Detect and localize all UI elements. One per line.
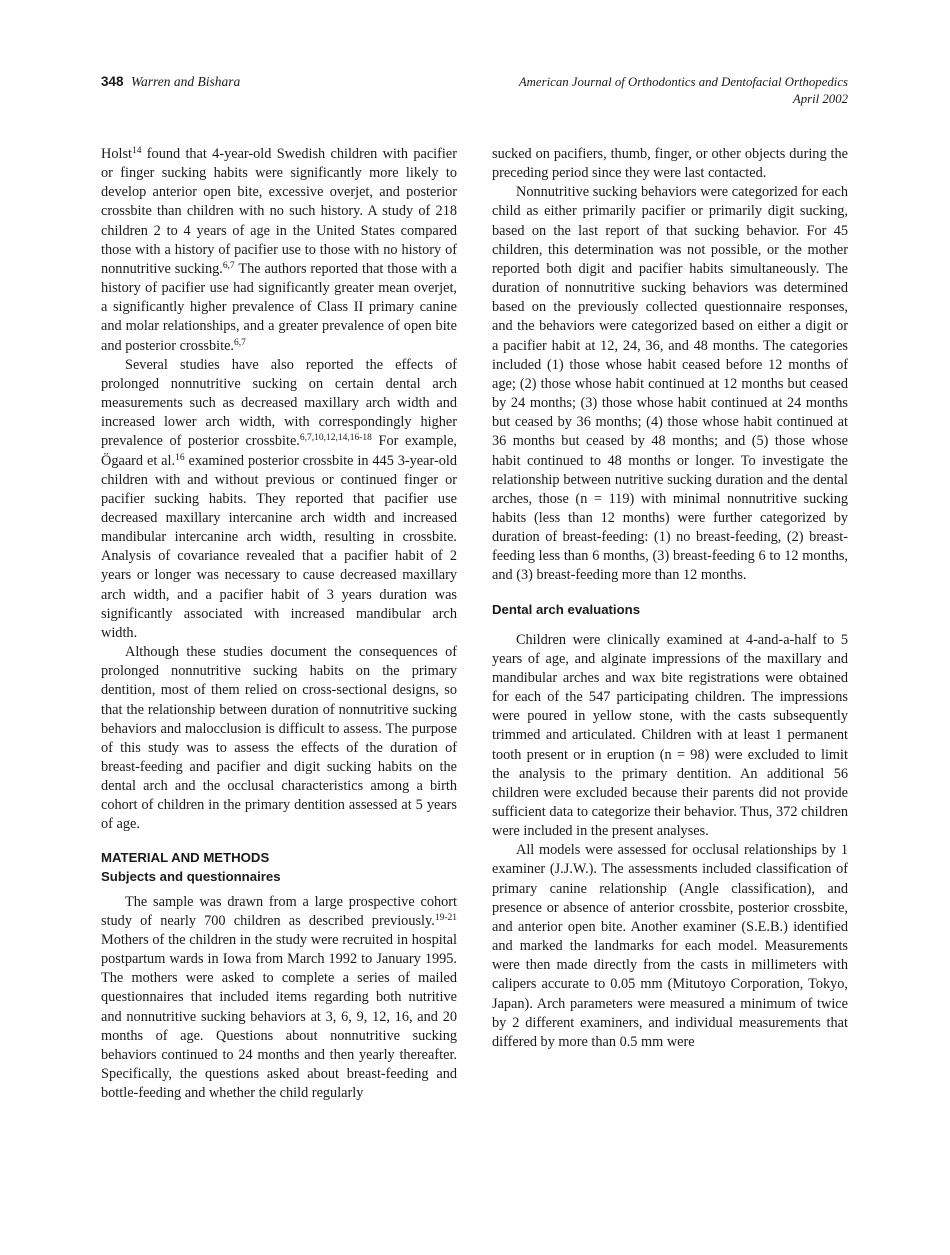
left-column <box>101 145 457 1103</box>
text-run: For example, Ögaard et al. <box>101 433 457 469</box>
citation: 6,7 <box>234 337 246 348</box>
citation: 19-21 <box>434 912 457 923</box>
subsection-heading: Subjects and questionnaires <box>101 868 281 884</box>
text-run: Mothers of the children in the study were recruited in hospital postpartum wards in Iowa from March 1992 to January 1995. The mothers were asked to complete a series of mailed questionnaires that included items regarding both nutritive and nonnutritive sucking behaviors at 3, 6, 9, 12, 16, and 20 months of age. Questions about nonnutritive sucking behaviors continued to 24 months and then yearly thereafter. Specifically, the questions asked about breast-feeding and bottle-feeding and whether the child regularly <box>101 931 457 1102</box>
issue-date: April 2002 <box>792 91 848 106</box>
paragraph <box>101 893 457 1104</box>
paragraph: Children were clinically examined at 4-and-a-half to 5 years of age, and alginate impressions of the maxillary and mandibular arches and wax bite registrations were obtained for each of the 547 participating children. The impressions were poured in yellow stone, with the casts subsequently trimmed and articulated. Children with at least 1 permanent tooth present or in eruption (n = 98) were excluded to limit the analysis to the primary dentition. An additional 56 children were excluded because their parents did not provide sufficient data to categorize their behavior. Thus, 372 children were included in the present analyses. <box>492 631 848 840</box>
citation: 6,7 <box>222 260 235 271</box>
paragraph <box>101 145 457 356</box>
page-number: 348 <box>101 74 124 89</box>
text-run: The authors reported that those with a history of pacifier use had significantly greater mean overjet, a significantly higher prevalence of Class II primary canine and molar relationships, and a greater prevalence of open bite and posterior crossbite. <box>101 260 457 354</box>
running-authors: Warren and Bishara <box>131 74 241 89</box>
journal-info <box>519 74 848 107</box>
journal-title: American Journal of Orthodontics and Dentofacial Orthopedics <box>518 75 848 89</box>
subsection-heading: Dental arch evaluations <box>492 601 641 617</box>
citation: 14 <box>131 146 142 156</box>
text-run: The sample was drawn from a large prospective cohort study of nearly 700 children as described previously. <box>101 893 457 929</box>
paragraph: All models were assessed for occlusal relationships by 1 examiner (J.J.W.). The assessments included classification of primary canine relationship (Angle classification), and presence or absence of anterior crossbite, posterior crossbite, and anterior open bite. Another examiner (S.E.B.) identified and marked the landmarks for each model. Measurements were then made directly from the casts in millimeters with calipers accurate to 0.05 mm (Mitutoyo Corporation, Tokyo, Japan). Arch parameters were measured a minimum of twice by 2 different examiners, and individual measurements that differed by more than 0.5 mm were <box>492 842 848 1050</box>
paragraph: Nonnutritive sucking behaviors were categorized for each child as either primarily pacifier or primarily digit sucking, based on the last report of that sucking behavior. For 45 children, this determination was not possible, or the mother reported both digit and pacifier habits simultaneously. The duration of nonnutritive sucking behaviors was determined based on the previously collected questionnaire responses, and the behaviors were categorized based on either a digit or a pacifier habit at 12, 24, 36, and 48 months. The categories included (1) those whose habit ceased before 12 months of age; (2) those whose habit continued at 12 months but ceased by 24 months; (3) those whose habit continued at 24 months but ceased by 36 months; (4) those whose habit continued at 36 months but ceased by 48 months; and (5) those whose habit continued to 48 months or longer. To investigate the relationship between nutritive sucking duration and the dental arches, those (n = 119) with minimal nonnutritive sucking habits (less than 12 months) were further categorized by duration of breast-feeding: (1) no breast-feeding, (2) breast-feeding less than 6 months, (3) breast-feeding 6 to 12 months, and (3) breast-feeding more than 12 months. <box>492 184 848 584</box>
text-run: examined posterior crossbite in 445 3-year-old children with and without previous or continued finger or pacifier sucking habits. They reported that pacifier use decreased maxillary intercanine arch width and increased mandibular intercanine arch width, resulting in crossbite. Analysis of covariance revealed that a pacifier habit of 2 years or longer was necessary to cause decreased maxillary arch width, and a pacifier habit of 3 years duration was significantly associated with increased mandibular arch width. <box>101 452 457 641</box>
paragraph: Although these studies document the consequences of prolonged nonnutritive sucking habits on the primary dentition, most of them relied on cross-sectional designs, so that the relationship between duration of nonnutritive sucking behaviors and malocclusion is difficult to assess. The purpose of this study was to assess the effects of the duration of breast-feeding and pacifier and digit sucking habits on the dental arch and the occlusal characteristics among a birth cohort of children in the primary dentition assessed at 5 years of age. <box>101 644 457 833</box>
text-run: Holst <box>101 146 132 162</box>
text-run: found that 4-year-old Swedish children with pacifier or finger sucking habits were significantly more likely to develop anterior open bite, excessive overjet, and posterior crossbite than children with no such history. A study of 218 children 2 to 4 years of age in the United States compared those with a history of pacifier use to those with no history of nonnutritive sucking. <box>101 146 457 277</box>
section-heading: MATERIAL AND METHODS <box>101 849 270 865</box>
paragraph <box>101 356 457 643</box>
text-run: Several studies have also reported the effects of prolonged nonnutritive sucking on certain dental arch measurements such as decreased maxillary arch width and increased lower arch width, with correspondingly higher prevalence of posterior crossbite. <box>101 356 457 450</box>
citation: 16 <box>175 452 185 463</box>
citation: 6,7,10,12,14,16-18 <box>299 433 372 444</box>
right-column <box>492 145 848 1052</box>
paragraph: sucked on pacifiers, thumb, finger, or other objects during the preceding period since they were last contacted. <box>492 146 848 182</box>
running-header <box>101 74 848 110</box>
